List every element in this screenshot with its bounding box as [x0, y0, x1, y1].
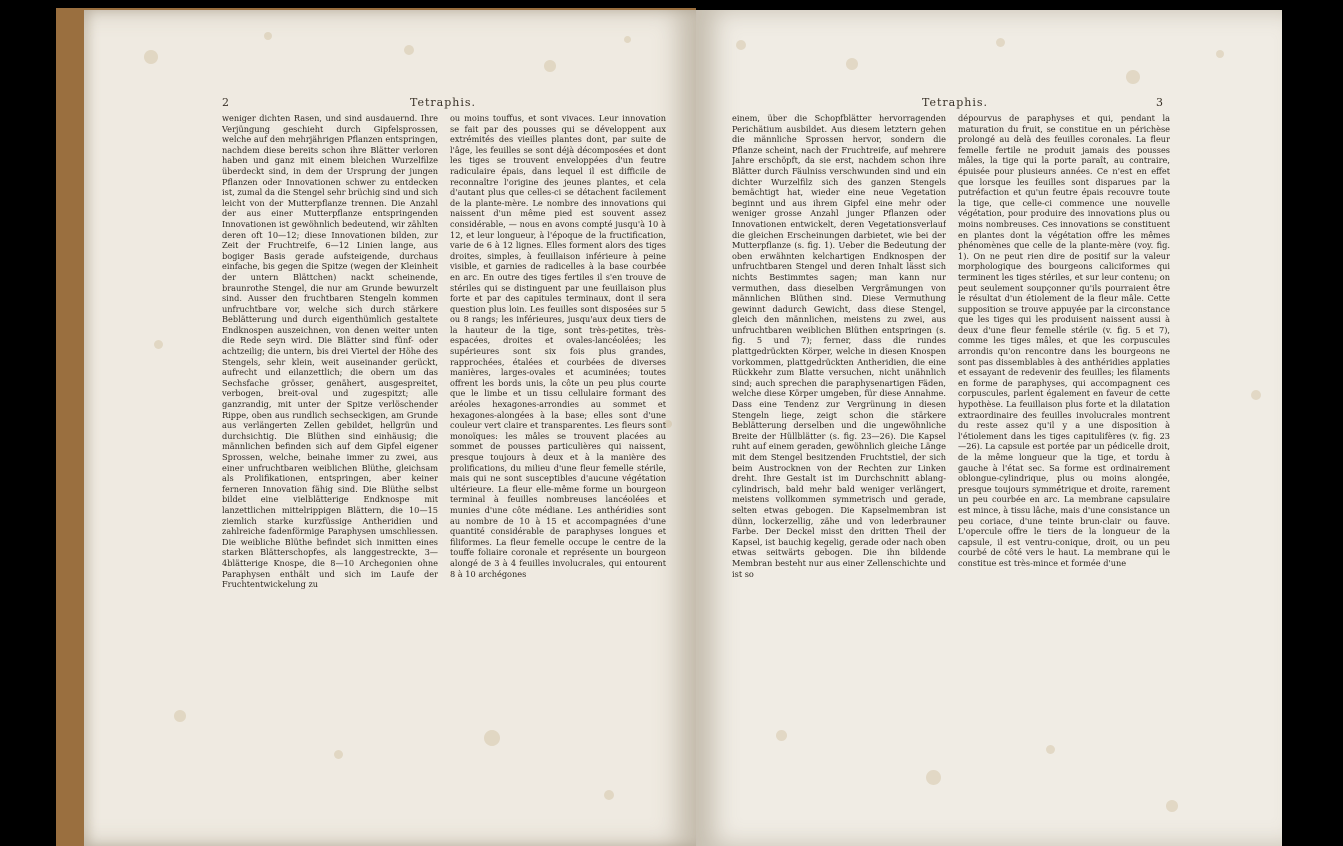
- french-text-block: dépourvus de paraphyses et qui, pendant la maturation du fruit, se constitue en un périchèse prolongé au delà des feuilles coronales. La fleur femelle fertile ne produit jamais des pousses mâles, la tige qui la porte paraît, au contraire, épuisée pour plusieurs années. Ce n'est en effet que lorsque les feuilles sont disparues par la putréfaction et qu'un feutre épais recouvre toute la tige, que celle-ci commence une nouvelle végétation, pour produire des innovations plus ou moins nombreuses. Ces innovations se constituent en plantes dont la végétation offre les mêmes phénomènes que celle de la plante-mère (voy. fig. 1). On ne peut rien dire de positif sur la valeur morphologique des bourgeons caliciformes qui terminent les tiges stériles, et sur leur contenu; on peut seulement soupçonner qu'ils pourraient être le résultat d'un étiolement de la fleur mâle. Cette supposition se trouve appuyée par la circonstance que les tiges qui les produisent naissent aussi à deux d'une fleur femelle stérile (v. fig. 5 et 7), comme les tiges mâles, et que les corpuscules arrondis qu'on rencontre dans les bourgeons ne sont pas dissemblables à des anthéridies applaties et essayant de redevenir des feuilles; les filaments en forme de paraphyses, qui accompagnent ces corpuscules, parlent également en faveur de cette hypothèse. La feuillaison plus forte et la dilatation extraordinaire des feuilles involucrales montrent du reste assez qu'il y a une disposition à l'étiolement dans les tiges capitulifères (v. fig. 23—26). La capsule est portée par un pédicelle droit, de la même longueur que la tige, et tordu à gauche à l'état sec. Sa forme est ordinairement oblongue-cylindrique, plus ou moins alongée, presque toujours symmétrique et droite, rarement un peu courbée en arc. La membrane capsulaire est mince, à tissu lâche, mais d'une consistance un peu coriace, d'une teinte brun-clair ou fauve. L'opercule offre le tiers de la longueur de la capsule, il est ventru-conique, droit, ou un peu courbé de côté vers le haut. La membrane qui le constitue est très-mince et formée d'une: [958, 113, 1170, 568]
- french-text-block: ou moins touffus, et sont vivaces. Leur innovation se fait par des pousses qui se développent aux extrémités des vieilles plantes dont, par suite de l'âge, les feuilles se sont déjà décomposées et dont les tiges se trouvent enveloppées d'un feutre radiculaire épais, dans lequel il est difficile de reconnaître l'origine des jeunes plantes, et cela d'autant plus que celles-ci se détachent facilement de la plante-mère. Le nombre des innovations qui naissent d'un même pied est souvent assez considérable, — nous en avons compté jusqu'à 10 à 12, et leur longueur, à l'époque de la fructification, varie de 6 à 12 lignes. Elles forment alors des tiges droites, simples, à feuillaison inférieure à peine visible, et garnies de radicelles à la base courbée en arc. En outre des tiges fertiles il s'en trouve de stériles qui se distinguent par une feuillaison plus forte et par des capitules terminaux, dont il sera question plus loin. Les feuilles sont disposées sur 5 ou 8 rangs; les inférieures, jusqu'aux deux tiers de la hauteur de la tige, sont très-petites, très-espacées, droites et ovales-lancéolées; les supérieures sont six fois plus grandes, rapprochées, étalées et courbées de diverses manières, larges-ovales et acuminées; toutes offrent les bords unis, la côte un peu plus courte que le limbe et un tissu cellulaire formant des aréoles hexagones-arrondies au sommet et hexagones-alongées à la base; elles sont d'une couleur vert claire et transparentes. Les fleurs sont monoïques: les mâles se trouvent placées au sommet de pousses particulières qui naissent, presque toujours à deux et à la manière des prolifications, du milieu d'une fleur femelle stérile, mais qui ne sont susceptibles d'aucune végétation ultérieure. La fleur elle-même forme un bourgeon terminal à feuilles nombreuses lancéolées et munies d'une côte médiane. Les anthéridies sont au nombre de 10 à 15 et accompagnées d'une quantité considérable de paraphyses longues et filiformes. La fleur femelle occupe le centre de la touffe foliaire coronale et représente un bourgeon alongé de 3 à 4 feuilles involucrales, qui entourent 8 à 10 archégones: [450, 113, 666, 579]
- left-column-german: [222, 113, 438, 733]
- left-page-number: 2: [222, 96, 230, 109]
- left-running-head: Tetraphis.: [410, 96, 477, 109]
- right-column-german: [732, 113, 946, 713]
- german-text-block: weniger dichten Rasen, und sind ausdauernd. Ihre Verjüngung geschieht durch Gipfelsprossen, welche auf den mehrjährigen Pflanzen entspringen, nachdem diese bereits schon ihre Blätter verloren haben und ganz mit einem bleichen Wurzelfilze überdeckt sind, in dem der Ursprung der jungen Pflanzen oder Innovationen schwer zu entdecken ist, zumal da die Stengel sehr brüchig sind und sich leicht von der Mutterpflanze trennen. Die Anzahl der aus einer Mutterpflanze entspringenden Innovationen ist gewöhnlich bedeutend, wir zählten deren oft 10—12; diese Innovationen bilden, zur Zeit der Fruchtreife, 6—12 Linien lange, aus bogiger Basis gerade aufsteigende, durchaus einfache, bis gegen die Spitze (wegen der Kleinheit der untern Blättchen) nackt scheinende, braunrothe Stengel, die nur am Grunde bewurzelt sind. Ausser den fruchtbaren Stengeln kommen unfruchtbare vor, welche sich durch stärkere Beblätterung und durch eigenthümlich gestaltete Endknospen auszeichnen, von denen weiter unten die Rede seyn wird. Die Blätter sind fünf- oder achtzeilig; die untern, bis drei Viertel der Höhe des Stengels, sehr klein, weit auseinander gerückt, aufrecht und eilanzettlich; die obern um das Sechsfache grösser, genähert, ausgespreitet, verbogen, breit-oval und zugespitzt; alle ganzrandig, mit unter der Spitze verlöschender Rippe, oben aus rundlich sechseckigen, am Grunde aus verlängerten Zellen gebildet, hellgrün und durchsichtig. Die Blüthen sind einhäusig; die männlichen befinden sich auf dem Gipfel eigener Sprossen, welche, beinahe immer zu zwei, aus einer unfruchtbaren weiblichen Blüthe, gleichsam als Prolifikationen, entspringen, aber keiner ferneren Innovation fähig sind. Die Blüthe selbst bildet eine vielblätterige Endknospe mit lanzettlichen mittelrippigen Blättern, die 10—15 ziemlich starke kurzfüssige Antheridien und zahlreiche fadenförmige Paraphysen umschliessen. Die weibliche Blüthe befindet sich inmitten eines starken Blätterschopfes, als langgestreckte, 3—4blätterige Knospe, die 8—10 Archegonien ohne Paraphysen enthält und sich im Laufe der Fruchtentwickelung zu: [222, 113, 438, 590]
- right-page-number: 3: [1156, 96, 1164, 109]
- right-running-head: Tetraphis.: [922, 96, 989, 109]
- german-text-block: einem, über die Schopfblätter hervorragenden Perichätium ausbildet. Aus diesem letztern gehen die männliche Sprossen hervor, sondern die Pflanze scheint, nach der Fruchtreife, auf mehrere Jahre erschöpft, da sie erst, nachdem schon ihre Blätter durch Fäulniss verschwunden sind und ein dichter Wurzelfilz sich des ganzen Stengels bemächtigt hat, wieder eine neue Vegetation beginnt und aus ihrem Gipfel eine mehr oder weniger grosse Anzahl junger Pflanzen oder Innovationen entwickelt, deren Vegetationsverlauf die gleichen Erscheinungen darbietet, wie bei der Mutterpflanze (s. fig. 1). Ueber die Bedeutung der oben erwähnten kelchartigen Endknospen der unfruchtbaren Stengel und deren Inhalt lässt sich nichts Bestimmtes sagen; man kann nur vermuthen, dass dieselben Vergrämungen von männlichen Blüthen sind. Diese Vermuthung gewinnt dadurch Gewicht, dass diese Stengel, gleich den männlichen, meistens zu zwei, aus unfruchtbaren weiblichen Blüthen entspringen (s. fig. 5 und 7); ferner, dass die rundes plattgedrückten Körper, welche in diesen Knospen vorkommen, plattgedrückten Antheridien, die eine Rückkehr zum Blatte versuchen, nicht unähnlich sind; auch sprechen die paraphysenartigen Fäden, welche diese Körper umgeben, für diese Annahme. Dass eine Tendenz zur Vergrünung in diesen Stengeln liege, zeigt schon die stärkere Beblätterung derselben und die ungewöhnliche Breite der Hüllblätter (s. fig. 23—26). Die Kapsel ruht auf einem geraden, gewöhnlich gleiche Länge mit dem Stengel besitzenden Fruchtstiel, der sich beim Austrocknen von der Rechten zur Linken dreht. Ihre Gestalt ist im Durchschnitt ablang-cylindrisch, bald mehr bald weniger verlängert, meistens vollkommen symmetrisch und gerade, selten etwas gebogen. Die Kapselmembran ist dünn, lockerzellig, zähe und von lederbrauner Farbe. Der Deckel misst den dritten Theil der Kapsel, ist bauchig kegelig, gerade oder nach oben etwas seitwärts gebogen. Die ihn bildende Membran besteht nur aus einer Zellenschichte und ist so: [732, 113, 946, 579]
- right-column-french: [958, 113, 1170, 713]
- left-column-french: [450, 113, 666, 733]
